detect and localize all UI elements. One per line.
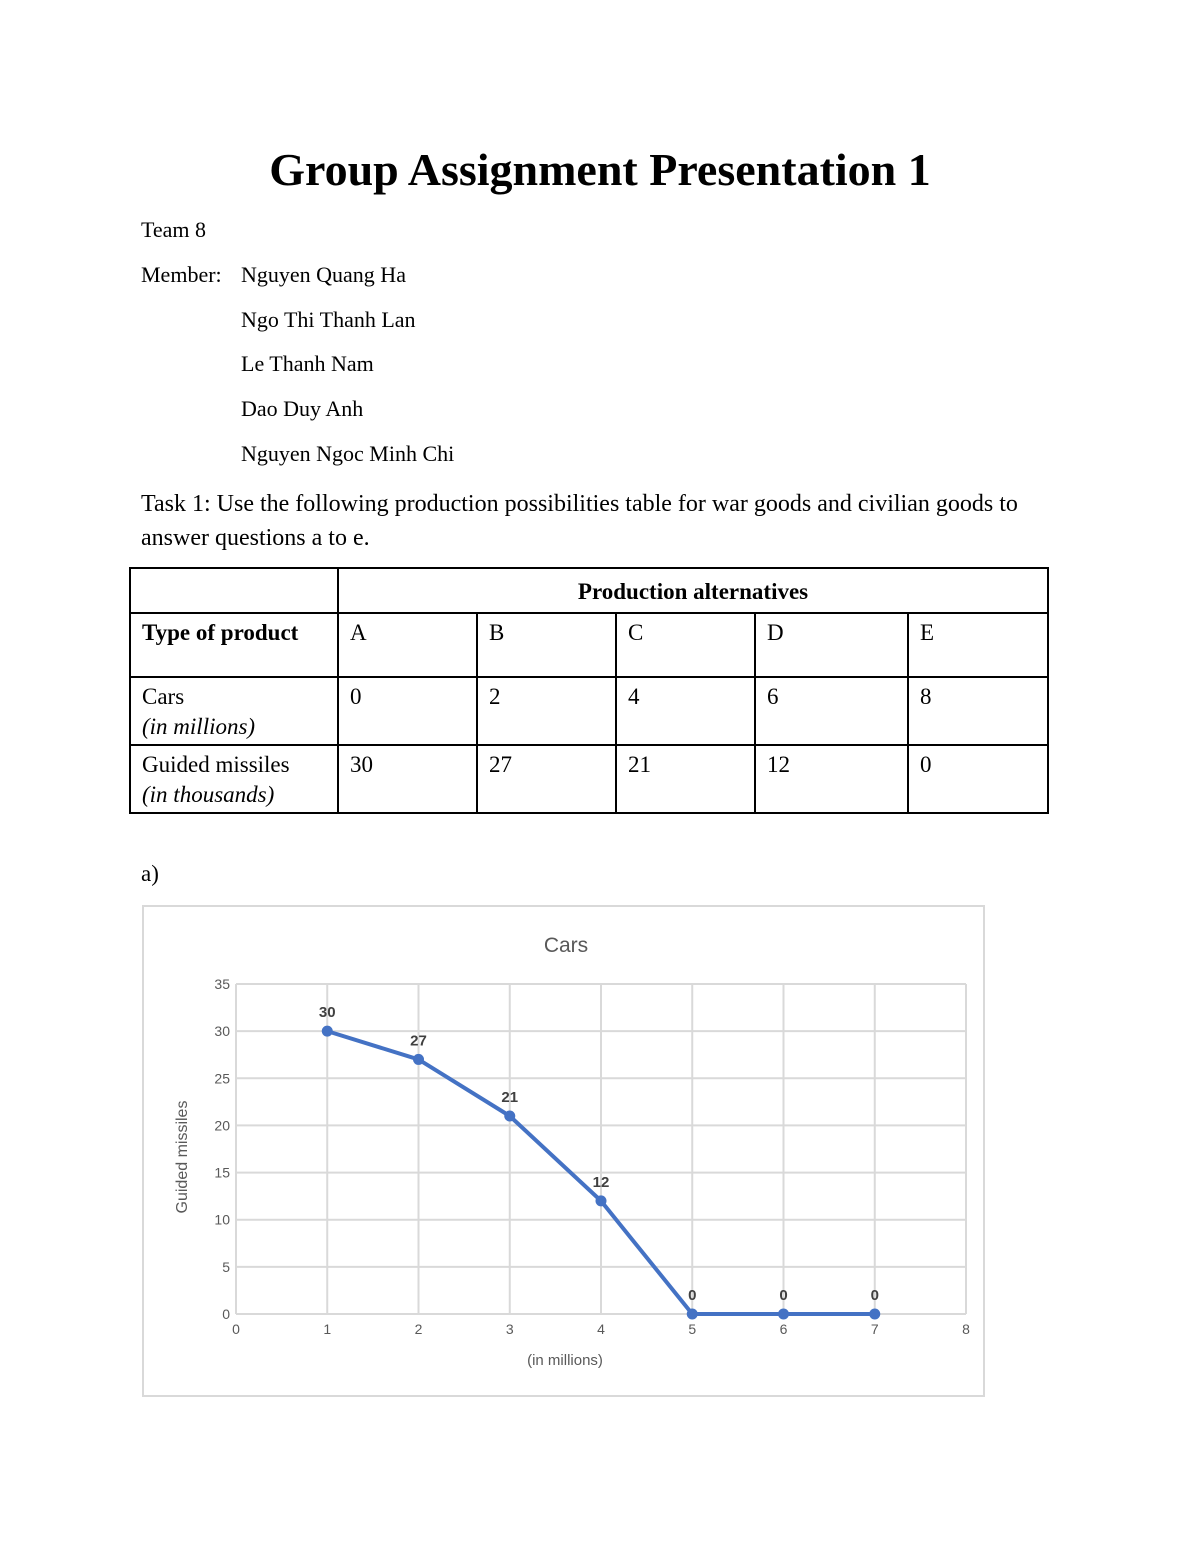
y-tick-label: 15 (214, 1164, 230, 1181)
task-text: Task 1: Use the following production possibilities table for war goods and civilian goods to answer questions a to e. (141, 491, 1018, 551)
x-tick-label: 1 (323, 1321, 332, 1337)
chart-title: Cars (543, 934, 589, 957)
production-table (129, 567, 1049, 814)
table-cell: 4 (616, 677, 755, 745)
x-axis-label: (in millions) (527, 1352, 603, 1369)
table-row (130, 677, 1048, 745)
column-header: A (338, 613, 477, 677)
team-name: Team 8 (141, 217, 207, 242)
table-cell: 8 (908, 677, 1048, 745)
data-label: 0 (779, 1287, 788, 1304)
x-tick-label: 2 (414, 1321, 423, 1337)
row-label-cell (130, 745, 338, 813)
row-label: Guided missiles (142, 752, 290, 777)
row-label-cell (130, 677, 338, 745)
member-name: Ngo Thi Thanh Lan (241, 307, 416, 332)
table-row (130, 745, 1048, 813)
column-header: C (616, 613, 755, 677)
y-tick-label: 10 (214, 1211, 230, 1228)
y-tick-label: 0 (222, 1306, 230, 1322)
data-label: 27 (410, 1032, 427, 1050)
x-tick-label: 7 (870, 1321, 879, 1337)
row-unit: (in thousands) (142, 782, 275, 807)
column-header: B (477, 613, 616, 677)
table-header: Production alternatives (338, 568, 1048, 613)
data-label: 30 (318, 1004, 336, 1022)
empty-cell (130, 568, 338, 613)
chart-container (142, 905, 985, 1397)
data-label: 21 (501, 1089, 519, 1106)
data-point (413, 1054, 424, 1065)
y-tick-label: 5 (222, 1258, 230, 1275)
table-cell: 27 (477, 745, 616, 813)
data-label: 0 (870, 1287, 879, 1304)
table-cell: 0 (908, 745, 1048, 813)
row-unit: (in millions) (142, 714, 256, 739)
line-chart (144, 907, 983, 1395)
y-tick-label: 35 (214, 976, 230, 992)
data-point (687, 1309, 698, 1320)
column-header: D (755, 613, 908, 677)
member-name: Dao Duy Anh (241, 396, 364, 421)
table-cell: 21 (616, 745, 755, 813)
y-tick-label: 20 (214, 1117, 230, 1134)
member-name: Le Thanh Nam (241, 351, 374, 376)
x-tick-label: 0 (232, 1321, 240, 1337)
data-point (504, 1111, 515, 1122)
table-cell: 0 (338, 677, 477, 745)
data-point (322, 1026, 333, 1037)
table-cell: 2 (477, 677, 616, 745)
type-label: Type of product (130, 613, 338, 677)
table-cell: 6 (755, 677, 908, 745)
column-header: E (908, 613, 1048, 677)
part-a-label: a) (141, 861, 159, 886)
data-label: 0 (688, 1287, 697, 1304)
page-title: Group Assignment Presentation 1 (269, 144, 931, 195)
x-tick-label: 4 (597, 1321, 605, 1337)
data-point (869, 1309, 880, 1320)
member-name: Nguyen Ngoc Minh Chi (241, 441, 455, 466)
x-tick-label: 8 (962, 1321, 970, 1337)
x-tick-label: 6 (779, 1321, 788, 1337)
table-cell: 12 (755, 745, 908, 813)
data-point (778, 1309, 789, 1320)
row-label: Cars (142, 684, 185, 709)
y-tick-label: 30 (214, 1023, 230, 1040)
data-label: 12 (592, 1173, 610, 1191)
y-tick-label: 25 (214, 1070, 230, 1087)
table-cell: 30 (338, 745, 477, 813)
data-point (596, 1195, 607, 1206)
member-label: Member: (141, 262, 222, 287)
x-tick-label: 3 (505, 1321, 514, 1337)
x-tick-label: 5 (688, 1321, 697, 1337)
member-name: Nguyen Quang Ha (241, 262, 406, 287)
y-axis-label: Guided missiles (174, 1100, 191, 1214)
